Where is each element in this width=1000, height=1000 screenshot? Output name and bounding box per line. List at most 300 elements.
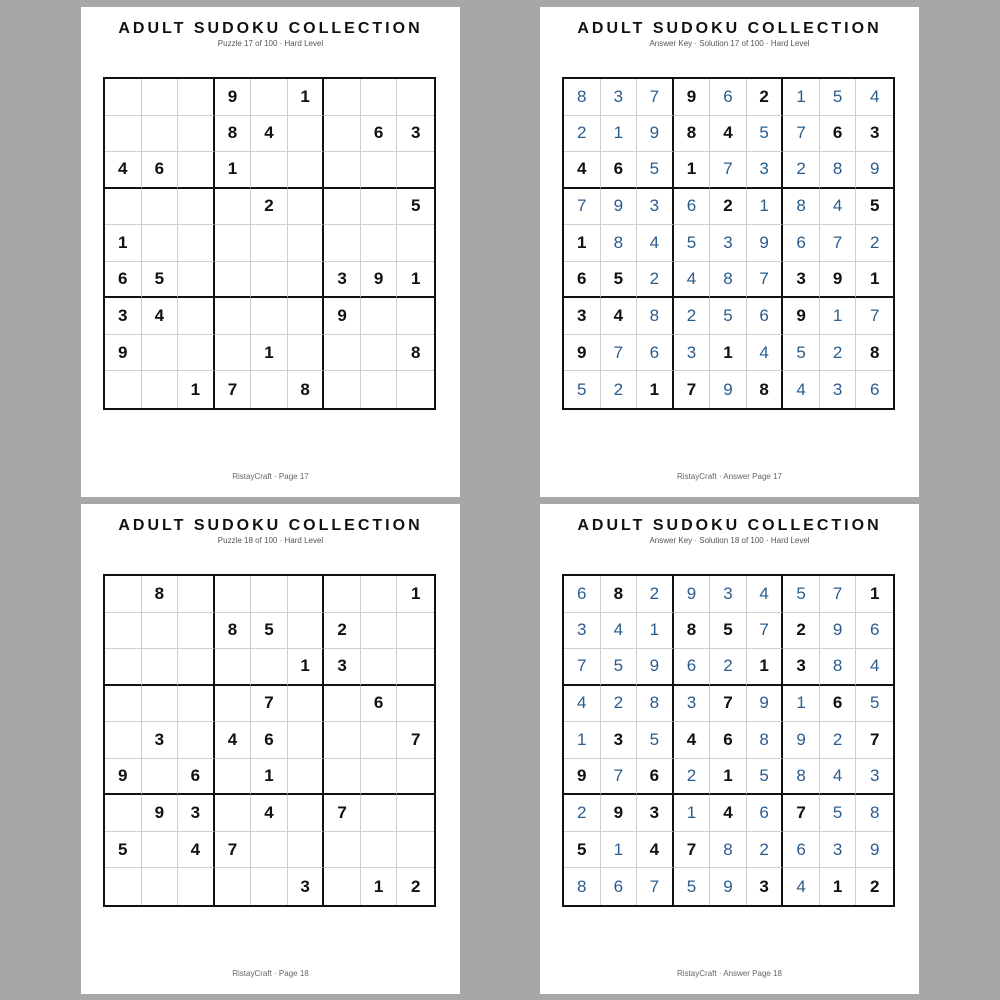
sudoku-cell: 8 (674, 613, 711, 650)
sudoku-cell: 4 (674, 262, 711, 299)
sudoku-cell: 1 (178, 371, 215, 408)
sudoku-cell (105, 116, 142, 153)
sudoku-cell: 5 (637, 152, 674, 189)
sudoku-cell (215, 649, 252, 686)
sudoku-cell (288, 335, 325, 372)
sudoku-cell: 6 (674, 189, 711, 226)
sudoku-cell (178, 868, 215, 905)
sudoku-cell: 5 (564, 832, 601, 869)
sudoku-cell (361, 152, 398, 189)
sudoku-cell: 6 (564, 576, 601, 613)
sudoku-cell: 8 (637, 298, 674, 335)
sudoku-cell: 8 (856, 795, 893, 832)
sudoku-cell: 4 (710, 116, 747, 153)
sudoku-cell: 3 (142, 722, 179, 759)
sudoku-cell: 5 (105, 832, 142, 869)
sudoku-cell: 1 (856, 576, 893, 613)
sudoku-cell (324, 759, 361, 796)
sudoku-cell (142, 116, 179, 153)
sudoku-cell (324, 189, 361, 226)
sudoku-cell: 8 (820, 152, 857, 189)
sudoku-cell (105, 371, 142, 408)
sudoku-cell: 1 (564, 722, 601, 759)
sudoku-cell: 8 (747, 722, 784, 759)
sudoku-cell (361, 722, 398, 759)
sudoku-cell: 7 (856, 722, 893, 759)
sudoku-cell (178, 613, 215, 650)
sudoku-cell: 1 (747, 189, 784, 226)
sudoku-cell: 7 (637, 79, 674, 116)
puzzle-page-17 (81, 7, 460, 497)
sudoku-cell (105, 649, 142, 686)
sudoku-cell: 4 (601, 298, 638, 335)
sudoku-cell: 3 (856, 759, 893, 796)
sudoku-cell (324, 79, 361, 116)
sudoku-cell (288, 759, 325, 796)
sudoku-cell (397, 613, 434, 650)
sudoku-cell (288, 298, 325, 335)
sudoku-cell: 3 (601, 722, 638, 759)
sudoku-cell: 3 (856, 116, 893, 153)
sudoku-cell: 7 (674, 371, 711, 408)
sudoku-cell: 3 (783, 649, 820, 686)
sudoku-cell: 9 (564, 759, 601, 796)
page-subtitle: Puzzle 17 of 100 · Hard Level (217, 39, 324, 48)
sudoku-cell: 9 (324, 298, 361, 335)
sudoku-cell: 3 (710, 576, 747, 613)
sudoku-cell: 6 (361, 686, 398, 723)
sudoku-cell (288, 795, 325, 832)
sudoku-cell: 2 (564, 116, 601, 153)
sudoku-cell: 4 (710, 795, 747, 832)
answer-page-17 (540, 7, 919, 497)
sudoku-grid (562, 77, 895, 410)
sudoku-cell: 3 (820, 832, 857, 869)
page-footer: RistayCraft · Page 17 (232, 472, 309, 481)
sudoku-cell: 4 (747, 335, 784, 372)
sudoku-cell: 4 (105, 152, 142, 189)
sudoku-cell: 8 (215, 613, 252, 650)
sudoku-cell: 2 (710, 189, 747, 226)
sudoku-cell (178, 335, 215, 372)
sudoku-cell: 3 (637, 795, 674, 832)
sudoku-cell: 4 (637, 225, 674, 262)
sudoku-cell: 6 (637, 335, 674, 372)
sudoku-cell (361, 795, 398, 832)
sudoku-cell: 5 (783, 576, 820, 613)
sudoku-cell: 6 (674, 649, 711, 686)
sudoku-cell (178, 576, 215, 613)
sudoku-cell: 1 (783, 686, 820, 723)
sudoku-cell: 8 (288, 371, 325, 408)
sudoku-cell (215, 225, 252, 262)
sudoku-cell: 9 (215, 79, 252, 116)
sudoku-cell: 1 (564, 225, 601, 262)
sudoku-cell: 9 (820, 262, 857, 299)
sudoku-cell (178, 649, 215, 686)
sudoku-cell (288, 686, 325, 723)
puzzle-page-18 (81, 504, 460, 994)
sudoku-cell (215, 189, 252, 226)
sudoku-cell: 9 (710, 371, 747, 408)
sudoku-cell: 4 (747, 576, 784, 613)
sudoku-cell: 5 (710, 298, 747, 335)
sudoku-cell (324, 576, 361, 613)
page-subtitle: Answer Key · Solution 17 of 100 · Hard Level (649, 39, 810, 48)
sudoku-cell: 4 (142, 298, 179, 335)
sudoku-cell: 5 (397, 189, 434, 226)
sudoku-cell: 1 (361, 868, 398, 905)
sudoku-cell: 3 (324, 262, 361, 299)
sudoku-cell: 8 (397, 335, 434, 372)
sudoku-cell (105, 79, 142, 116)
sudoku-cell: 2 (564, 795, 601, 832)
sudoku-cell: 2 (856, 225, 893, 262)
sudoku-cell (288, 722, 325, 759)
sudoku-cell: 5 (856, 189, 893, 226)
page-footer: RistayCraft · Page 18 (232, 969, 309, 978)
sudoku-cell: 7 (747, 262, 784, 299)
sudoku-cell (288, 152, 325, 189)
sudoku-cell (142, 371, 179, 408)
sudoku-cell (215, 335, 252, 372)
sudoku-cell: 1 (397, 576, 434, 613)
sudoku-cell: 9 (361, 262, 398, 299)
sudoku-cell: 7 (820, 576, 857, 613)
sudoku-cell (251, 371, 288, 408)
sudoku-cell (397, 225, 434, 262)
sudoku-cell: 4 (178, 832, 215, 869)
sudoku-cell: 5 (820, 795, 857, 832)
sudoku-cell (251, 832, 288, 869)
sudoku-cell: 5 (710, 613, 747, 650)
sudoku-cell: 3 (288, 868, 325, 905)
sudoku-cell (361, 335, 398, 372)
sudoku-cell (105, 868, 142, 905)
sudoku-cell: 9 (601, 795, 638, 832)
sudoku-cell: 2 (710, 649, 747, 686)
sudoku-cell (397, 649, 434, 686)
sudoku-cell: 9 (142, 795, 179, 832)
sudoku-cell: 4 (783, 868, 820, 905)
sudoku-cell (324, 152, 361, 189)
sudoku-cell: 1 (710, 759, 747, 796)
sudoku-cell: 1 (105, 225, 142, 262)
sudoku-cell: 5 (674, 868, 711, 905)
sudoku-cell: 7 (710, 152, 747, 189)
sudoku-cell: 1 (288, 79, 325, 116)
sudoku-cell: 3 (783, 262, 820, 299)
sudoku-cell: 4 (251, 116, 288, 153)
sudoku-cell: 6 (601, 868, 638, 905)
sudoku-cell: 9 (783, 722, 820, 759)
sudoku-cell (251, 298, 288, 335)
sudoku-cell (178, 686, 215, 723)
sudoku-cell (288, 832, 325, 869)
sudoku-cell: 5 (783, 335, 820, 372)
sudoku-cell: 6 (710, 722, 747, 759)
page-title: ADULT SUDOKU COLLECTION (577, 517, 882, 534)
sudoku-cell: 7 (601, 759, 638, 796)
sudoku-cell: 1 (637, 613, 674, 650)
sudoku-cell: 8 (215, 116, 252, 153)
sudoku-cell: 9 (637, 649, 674, 686)
sudoku-cell (142, 335, 179, 372)
page-title: ADULT SUDOKU COLLECTION (118, 517, 423, 534)
sudoku-cell: 6 (869, 379, 880, 399)
sudoku-cell: 9 (564, 335, 601, 372)
sudoku-cell: 3 (674, 335, 711, 372)
sudoku-cell: 2 (820, 335, 857, 372)
sudoku-cell: 4 (783, 371, 820, 408)
sudoku-cell (142, 225, 179, 262)
sudoku-cell (324, 832, 361, 869)
sudoku-cell: 6 (601, 152, 638, 189)
page-footer: RistayCraft · Answer Page 17 (677, 472, 782, 481)
sudoku-cell: 1 (251, 335, 288, 372)
sudoku-cell: 6 (747, 298, 784, 335)
sudoku-cell: 6 (105, 262, 142, 299)
sudoku-cell (361, 371, 398, 408)
sudoku-cell (251, 152, 288, 189)
sudoku-cell: 8 (564, 79, 601, 116)
sudoku-cell: 3 (637, 189, 674, 226)
sudoku-cell (105, 613, 142, 650)
sudoku-cell: 9 (783, 298, 820, 335)
sudoku-cell: 9 (637, 116, 674, 153)
sudoku-cell: 7 (747, 613, 784, 650)
sudoku-cell: 9 (747, 686, 784, 723)
sudoku-cell (142, 189, 179, 226)
sudoku-cell: 1 (397, 262, 434, 299)
sudoku-cell: 5 (674, 225, 711, 262)
sudoku-cell: 7 (251, 686, 288, 723)
sudoku-cell: 5 (251, 613, 288, 650)
sudoku-cell (361, 225, 398, 262)
sudoku-cell (178, 262, 215, 299)
sudoku-cell: 4 (856, 649, 893, 686)
sudoku-cell: 7 (783, 116, 820, 153)
sudoku-cell: 7 (324, 795, 361, 832)
sudoku-cell: 7 (674, 832, 711, 869)
sudoku-cell (361, 649, 398, 686)
sudoku-cell (288, 189, 325, 226)
sudoku-cell: 7 (856, 298, 893, 335)
sudoku-cell: 1 (637, 371, 674, 408)
sudoku-cell: 9 (820, 613, 857, 650)
sudoku-cell (397, 759, 434, 796)
sudoku-cell: 8 (142, 576, 179, 613)
sudoku-cell (324, 225, 361, 262)
sudoku-cell (324, 686, 361, 723)
sudoku-cell: 5 (747, 759, 784, 796)
sudoku-cell (324, 116, 361, 153)
sudoku-cell: 9 (710, 868, 747, 905)
sudoku-cell: 2 (601, 686, 638, 723)
sudoku-cell: 8 (601, 225, 638, 262)
sudoku-cell (397, 832, 434, 869)
page-footer: RistayCraft · Answer Page 18 (677, 969, 782, 978)
sudoku-cell: 1 (601, 832, 638, 869)
sudoku-cell (397, 371, 434, 408)
sudoku-cell (178, 116, 215, 153)
sudoku-cell: 3 (564, 613, 601, 650)
sudoku-cell: 9 (856, 152, 893, 189)
sudoku-cell: 7 (564, 189, 601, 226)
sudoku-cell: 8 (674, 116, 711, 153)
sudoku-cell: 8 (637, 686, 674, 723)
sudoku-cell (397, 152, 434, 189)
sudoku-cell: 4 (215, 722, 252, 759)
sudoku-cell (251, 225, 288, 262)
sudoku-cell: 8 (710, 832, 747, 869)
sudoku-cell (142, 649, 179, 686)
sudoku-cell: 6 (178, 759, 215, 796)
sudoku-cell: 3 (747, 868, 784, 905)
sudoku-cell: 8 (783, 189, 820, 226)
sudoku-cell (215, 298, 252, 335)
sudoku-cell: 8 (601, 576, 638, 613)
sudoku-cell: 6 (142, 152, 179, 189)
sudoku-cell: 7 (820, 225, 857, 262)
sudoku-cell (251, 649, 288, 686)
sudoku-cell (361, 298, 398, 335)
sudoku-cell: 9 (674, 79, 711, 116)
sudoku-cell (397, 686, 434, 723)
sudoku-cell (288, 576, 325, 613)
answer-page-18 (540, 504, 919, 994)
sudoku-cell: 4 (674, 722, 711, 759)
sudoku-cell: 4 (856, 79, 893, 116)
sudoku-cell: 9 (747, 225, 784, 262)
sudoku-cell: 3 (324, 649, 361, 686)
sudoku-grid (103, 574, 436, 907)
sudoku-cell: 3 (564, 298, 601, 335)
sudoku-cell: 4 (601, 613, 638, 650)
sudoku-cell (178, 189, 215, 226)
sudoku-cell: 1 (783, 79, 820, 116)
sudoku-cell (361, 759, 398, 796)
sudoku-cell (324, 722, 361, 759)
sudoku-cell: 2 (674, 759, 711, 796)
sudoku-cell: 9 (856, 832, 893, 869)
sudoku-cell (178, 79, 215, 116)
sudoku-cell (178, 225, 215, 262)
sudoku-cell (288, 116, 325, 153)
sudoku-cell: 1 (674, 152, 711, 189)
sudoku-cell (215, 795, 252, 832)
sudoku-cell (361, 832, 398, 869)
sudoku-cell (105, 795, 142, 832)
sudoku-cell (251, 576, 288, 613)
sudoku-cell: 1 (820, 868, 857, 905)
sudoku-cell (251, 262, 288, 299)
sudoku-cell: 1 (215, 152, 252, 189)
sudoku-cell (361, 189, 398, 226)
sudoku-cell (142, 759, 179, 796)
sudoku-cell: 3 (105, 298, 142, 335)
sudoku-cell: 7 (783, 795, 820, 832)
sudoku-cell: 5 (142, 262, 179, 299)
sudoku-cell: 3 (397, 116, 434, 153)
sudoku-cell: 6 (361, 116, 398, 153)
sudoku-cell (215, 262, 252, 299)
sudoku-cell (288, 262, 325, 299)
sudoku-cell: 5 (747, 116, 784, 153)
sudoku-cell: 6 (783, 832, 820, 869)
sudoku-cell (361, 613, 398, 650)
sudoku-cell: 8 (747, 371, 784, 408)
sudoku-grid (103, 77, 436, 410)
sudoku-cell: 4 (820, 759, 857, 796)
sudoku-cell: 6 (856, 613, 893, 650)
sudoku-grid (562, 574, 895, 907)
sudoku-cell: 3 (178, 795, 215, 832)
sudoku-cell (142, 686, 179, 723)
sudoku-cell (251, 868, 288, 905)
sudoku-cell (361, 576, 398, 613)
sudoku-cell: 6 (820, 686, 857, 723)
sudoku-cell: 4 (564, 686, 601, 723)
sudoku-cell: 1 (747, 649, 784, 686)
sudoku-cell: 9 (105, 335, 142, 372)
sudoku-cell (178, 152, 215, 189)
sudoku-cell: 1 (251, 759, 288, 796)
sudoku-cell (142, 79, 179, 116)
sudoku-cell: 7 (215, 371, 252, 408)
sudoku-cell (324, 335, 361, 372)
page-subtitle: Puzzle 18 of 100 · Hard Level (217, 536, 324, 545)
sudoku-cell (251, 79, 288, 116)
sudoku-cell: 9 (601, 189, 638, 226)
sudoku-cell: 7 (397, 722, 434, 759)
sudoku-cell: 8 (820, 649, 857, 686)
sudoku-cell: 7 (215, 832, 252, 869)
sudoku-cell: 2 (251, 189, 288, 226)
sudoku-cell: 1 (820, 298, 857, 335)
sudoku-cell: 1 (674, 795, 711, 832)
sudoku-cell (397, 795, 434, 832)
sudoku-cell: 5 (856, 686, 893, 723)
sudoku-cell: 7 (564, 649, 601, 686)
sudoku-cell: 3 (601, 79, 638, 116)
sudoku-cell: 6 (251, 722, 288, 759)
sudoku-cell: 2 (637, 576, 674, 613)
sudoku-cell: 6 (783, 225, 820, 262)
sudoku-cell: 5 (601, 262, 638, 299)
sudoku-cell (105, 189, 142, 226)
sudoku-cell: 2 (747, 79, 784, 116)
sudoku-cell (215, 576, 252, 613)
sudoku-cell: 1 (856, 262, 893, 299)
sudoku-cell (105, 686, 142, 723)
sudoku-cell: 1 (710, 335, 747, 372)
sudoku-cell: 6 (637, 759, 674, 796)
sudoku-cell: 6 (820, 116, 857, 153)
page-title: ADULT SUDOKU COLLECTION (118, 20, 423, 37)
sudoku-cell (178, 722, 215, 759)
sudoku-cell (105, 576, 142, 613)
sudoku-cell: 2 (601, 371, 638, 408)
sudoku-cell: 4 (637, 832, 674, 869)
sudoku-cell: 6 (564, 262, 601, 299)
sudoku-cell: 2 (869, 876, 880, 896)
sudoku-cell: 5 (601, 649, 638, 686)
sudoku-cell (288, 613, 325, 650)
sudoku-cell: 3 (710, 225, 747, 262)
sudoku-cell (105, 722, 142, 759)
sudoku-cell: 5 (637, 722, 674, 759)
